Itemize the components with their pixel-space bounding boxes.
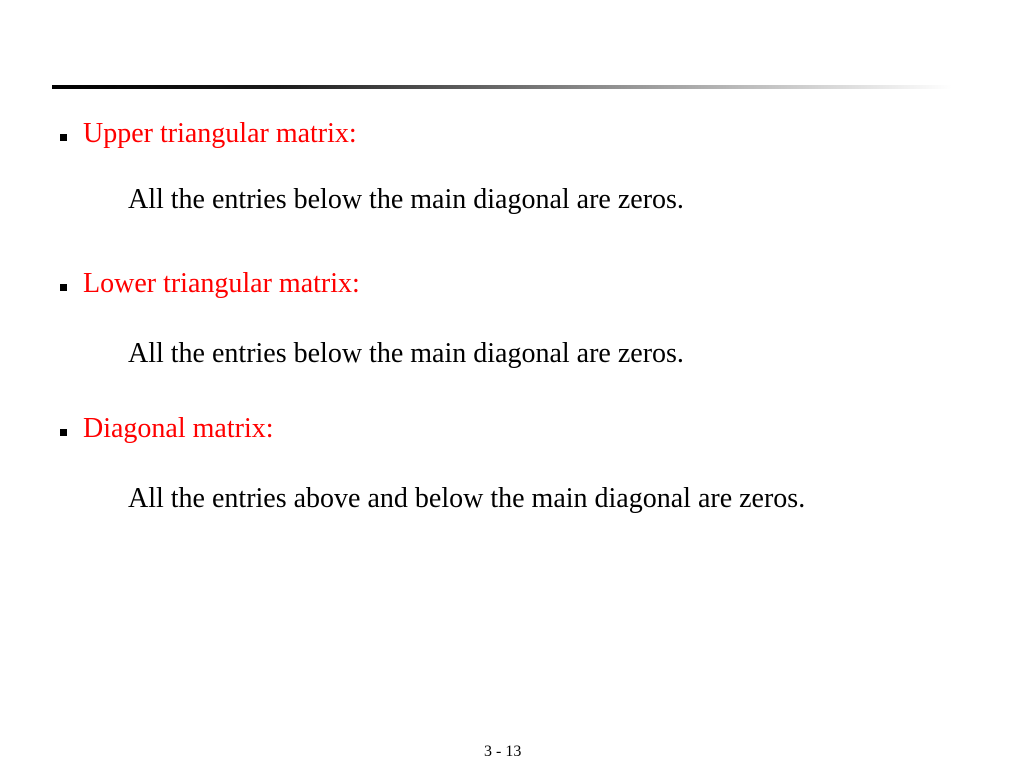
square-bullet-icon bbox=[60, 429, 67, 436]
list-item-lower-triangular bbox=[60, 270, 360, 298]
list-item-upper-triangular bbox=[60, 120, 357, 148]
square-bullet-icon bbox=[60, 284, 67, 291]
item-heading: Upper triangular matrix: bbox=[83, 118, 357, 149]
item-description: All the entries below the main diagonal are zeros. bbox=[128, 338, 684, 369]
item-heading: Lower triangular matrix: bbox=[83, 268, 360, 299]
item-description: All the entries above and below the main diagonal are zeros. bbox=[128, 483, 806, 514]
page-number: 3 - 13 bbox=[484, 743, 522, 760]
item-heading: Diagonal matrix: bbox=[83, 413, 274, 444]
item-description: All the entries below the main diagonal are zeros. bbox=[128, 184, 684, 215]
list-item-diagonal bbox=[60, 415, 274, 443]
header-divider-line bbox=[52, 85, 952, 89]
square-bullet-icon bbox=[60, 134, 67, 141]
